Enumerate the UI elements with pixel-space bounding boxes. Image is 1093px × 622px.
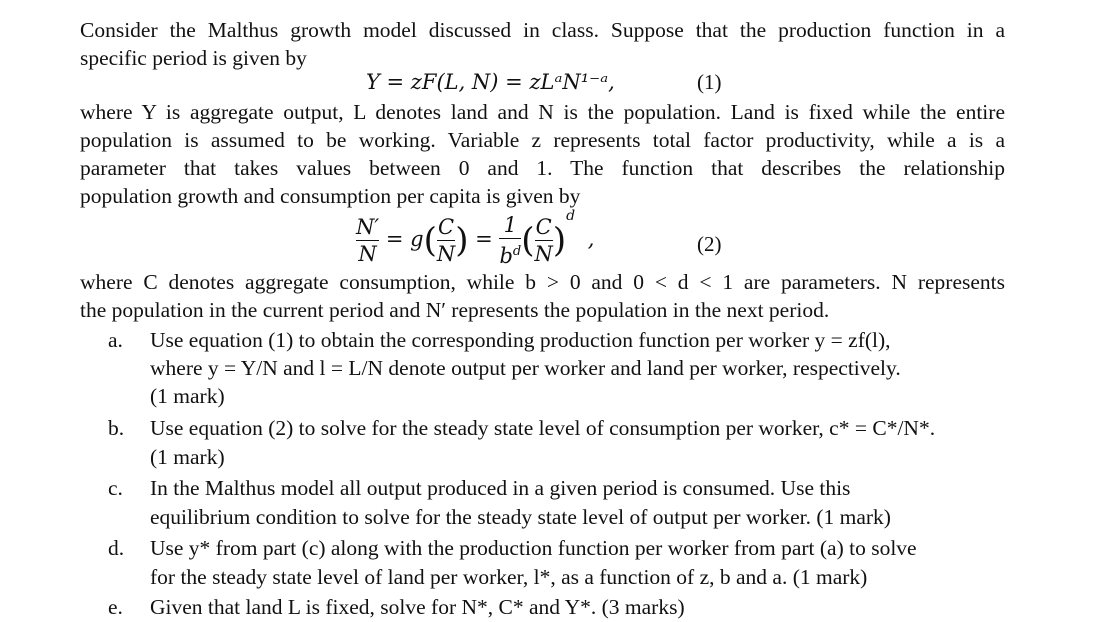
intro-line-2: specific period is given by — [80, 46, 307, 70]
para2-line-3: parameter that takes values between 0 and 1. The function that describes the relationship — [80, 156, 1005, 180]
item-d — [108, 534, 1005, 562]
eq2-exponent: d — [566, 208, 576, 224]
item-b-line-1: Use equation (2) to solve for the steady state level of consumption per worker, c* = C*/N*. — [150, 416, 936, 440]
item-a-line-3: (1 mark) — [150, 384, 225, 408]
para2-line-4: population growth and consumption per capita is given by — [80, 184, 581, 208]
item-e — [108, 593, 1005, 621]
eq2-lhs-denominator: N — [358, 242, 377, 266]
eq2-coef-denominator: $b^d$ — [499, 244, 522, 268]
item-d-label: d. — [108, 536, 125, 560]
item-e-label: e. — [108, 595, 123, 619]
eq2-paren-numerator: C — [437, 215, 455, 239]
intro-line-1: Consider the Malthus growth model discussed in class. Suppose that the production function in a — [80, 18, 1005, 42]
para2-line-2: population is assumed to be working. Variable z represents total factor productivity, while a is a — [80, 128, 1005, 152]
item-c — [108, 474, 1005, 502]
eq2-paren2-denominator: N — [534, 242, 553, 266]
para3-line-2: the population in the current period and N′ represents the population in the next period. — [80, 298, 830, 322]
item-a-line-1: Use equation (1) to obtain the corresponding production function per worker y = zf(l), — [150, 328, 891, 352]
equation-1-number: (1) — [697, 70, 722, 94]
item-c-line-1: In the Malthus model all output produced in a given period is consumed. Use this — [150, 476, 851, 500]
item-b — [108, 414, 1005, 442]
eq2-paren2-numerator: C — [535, 215, 552, 239]
item-a-line-2: where y = Y/N and l = L/N denote output per worker and land per worker, respectively. — [150, 356, 901, 380]
item-d-line-2: for the steady state level of land per worker, l*, as a function of z, b and a. (1 mark) — [150, 565, 868, 589]
item-a — [108, 326, 1005, 354]
para2-line-1: where Y is aggregate output, L denotes land and N is the population. Land is fixed while the entire — [80, 100, 1005, 124]
eq2-lhs-numerator: N′ — [356, 215, 380, 239]
eq2-paren2-fraction — [535, 215, 553, 266]
item-e-line-1: Given that land L is fixed, solve for N*, C* and Y*. (3 marks) — [150, 595, 685, 619]
equation-1: Y = zF(L, N) = zLᵃN¹⁻ᵃ, — [366, 70, 615, 94]
eq2-coef-numerator: 1 — [503, 213, 518, 237]
eq2-lhs-fraction — [356, 215, 379, 266]
eq2-paren-denominator: N — [436, 242, 456, 266]
eq2-paren-fraction — [437, 215, 455, 266]
eq2-coef-fraction — [499, 213, 521, 268]
item-c-line-2: equilibrium condition to solve for the steady state level of output per worker. (1 mark) — [150, 505, 891, 529]
item-d-line-1: Use y* from part (c) along with the production function per worker from part (a) to solve — [150, 536, 917, 560]
equation-2: $\frac{N'}{N}$ = g( $\frac{C}{N}$ ) = $\frac{1}{b^d}$ ( $\frac{C}{N}$ )$^d$ , — [356, 208, 595, 268]
eq2-comma: , — [587, 227, 595, 251]
item-b-line-2: (1 mark) — [150, 445, 225, 469]
item-a-label: a. — [108, 328, 123, 352]
equation-2-number: (2) — [697, 232, 722, 256]
eq2-equals: = — [475, 227, 493, 251]
eq2-g: = g — [385, 227, 424, 251]
item-c-label: c. — [108, 476, 123, 500]
item-b-label: b. — [108, 416, 125, 440]
para3-line-1: where C denotes aggregate consumption, while b > 0 and 0 < d < 1 are parameters. N represents — [80, 270, 1005, 294]
